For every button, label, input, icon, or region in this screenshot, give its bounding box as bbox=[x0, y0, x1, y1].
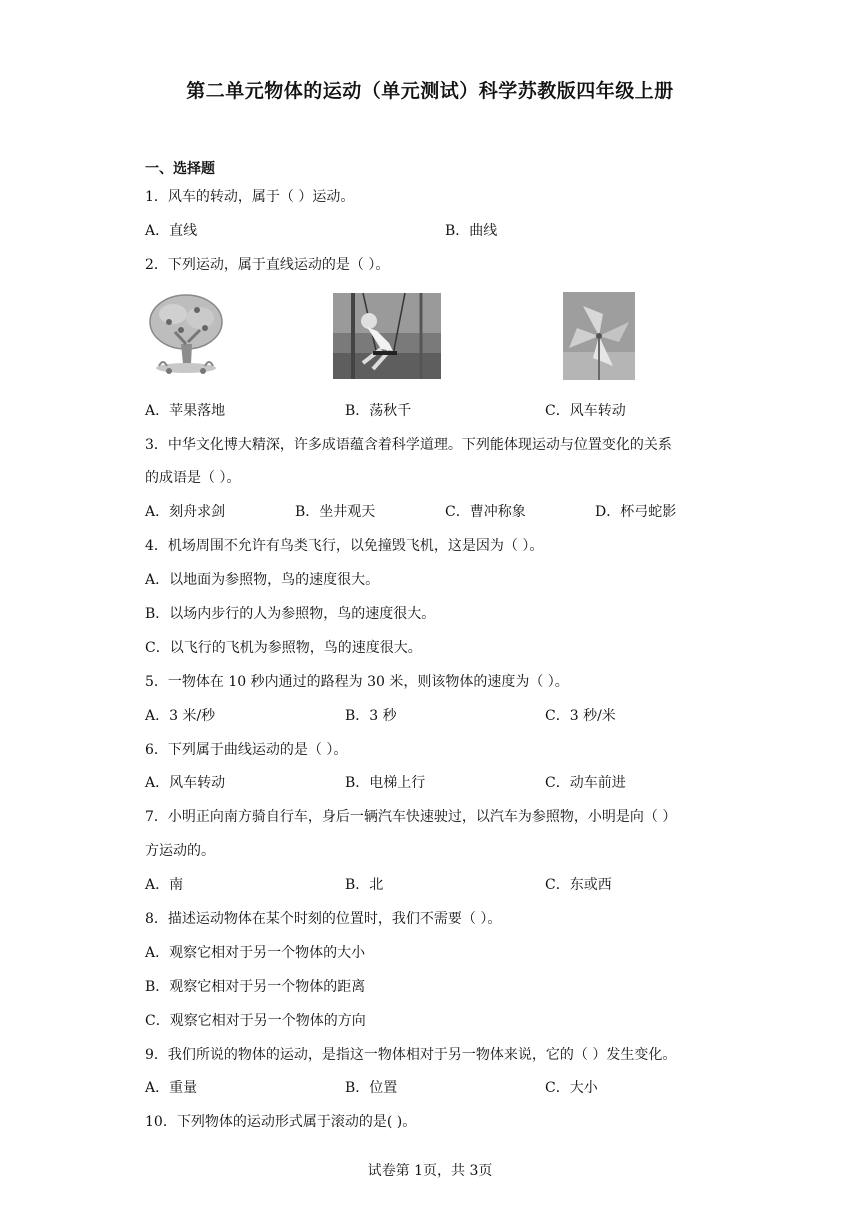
question-4: 4．机场周围不允许有鸟类飞行，以免撞毁飞机，这是因为（ ）。 bbox=[145, 538, 544, 554]
q7-option-b: B．北 bbox=[345, 877, 384, 893]
q5-option-a: A．3 米/秒 bbox=[145, 708, 216, 724]
q8-option-c: C．观察它相对于另一个物体的方向 bbox=[145, 1013, 366, 1029]
q5-option-b: B．3 秒 bbox=[345, 708, 397, 724]
q6-option-c: C．动车前进 bbox=[545, 775, 626, 791]
page-footer: 试卷第 1页，共 3页 bbox=[367, 1163, 493, 1179]
q2-option-b: B．荡秋千 bbox=[345, 403, 412, 419]
question-2: 2．下列运动，属于直线运动的是（ ）。 bbox=[145, 257, 390, 273]
q6-option-b: B．电梯上行 bbox=[345, 775, 426, 791]
q3-option-a: A．刻舟求剑 bbox=[145, 504, 226, 520]
question-7-cont: 方运动的。 bbox=[145, 843, 215, 859]
q4-option-b: B．以场内步行的人为参照物，鸟的速度很大。 bbox=[145, 606, 436, 622]
q1-option-a: A．直线 bbox=[145, 223, 198, 239]
question-5: 5．一物体在 10 秒内通过的路程为 30 米，则该物体的速度为（ ）。 bbox=[145, 674, 569, 690]
q2-option-a: A．苹果落地 bbox=[145, 403, 226, 419]
q6-option-a: A．风车转动 bbox=[145, 775, 226, 791]
q3-option-d: D．杯弓蛇影 bbox=[595, 504, 677, 520]
q1-option-b: B．曲线 bbox=[445, 223, 498, 239]
question-3-cont: 的成语是（ ）。 bbox=[145, 470, 241, 486]
pinwheel-photo bbox=[563, 292, 635, 380]
section-heading: 一、选择题 bbox=[145, 161, 215, 177]
q7-option-a: A．南 bbox=[145, 877, 184, 893]
question-6: 6．下列属于曲线运动的是（ ）。 bbox=[145, 742, 348, 758]
q7-option-c: C．东或西 bbox=[545, 877, 612, 893]
q2-option-c: C．风车转动 bbox=[545, 403, 626, 419]
question-8: 8．描述运动物体在某个时刻的位置时，我们不需要（ ）。 bbox=[145, 911, 502, 927]
q4-option-a: A．以地面为参照物，鸟的速度很大。 bbox=[145, 572, 380, 588]
question-7: 7．小明正向南方骑自行车，身后一辆汽车快速驶过，以汽车为参照物，小明是向（ ） bbox=[145, 809, 677, 825]
question-3: 3．中华文化博大精深，许多成语蕴含着科学道理。下列能体现运动与位置变化的关系 bbox=[145, 437, 672, 453]
q5-option-c: C．3 秒/米 bbox=[545, 708, 616, 724]
q3-option-c: C．曹冲称象 bbox=[445, 504, 526, 520]
question-1: 1．风车的转动，属于（ ）运动。 bbox=[145, 189, 355, 205]
q8-option-b: B．观察它相对于另一个物体的距离 bbox=[145, 979, 366, 995]
q9-option-b: B．位置 bbox=[345, 1080, 398, 1096]
page-title: 第二单元物体的运动（单元测试）科学苏教版四年级上册 bbox=[186, 80, 674, 102]
q4-option-c: C．以飞行的飞机为参照物，鸟的速度很大。 bbox=[145, 640, 422, 656]
apple-tree-image bbox=[145, 292, 227, 380]
q9-option-a: A．重量 bbox=[145, 1080, 198, 1096]
question-9: 9．我们所说的物体的运动，是指这一物体相对于另一物体来说，它的（ ）发生变化。 bbox=[145, 1047, 677, 1063]
q9-option-c: C．大小 bbox=[545, 1080, 598, 1096]
q8-option-a: A．观察它相对于另一个物体的大小 bbox=[145, 945, 366, 961]
swing-photo bbox=[333, 292, 441, 380]
question-10: 10．下列物体的运动形式属于滚动的是( )。 bbox=[145, 1114, 417, 1130]
q3-option-b: B．坐井观天 bbox=[295, 504, 376, 520]
